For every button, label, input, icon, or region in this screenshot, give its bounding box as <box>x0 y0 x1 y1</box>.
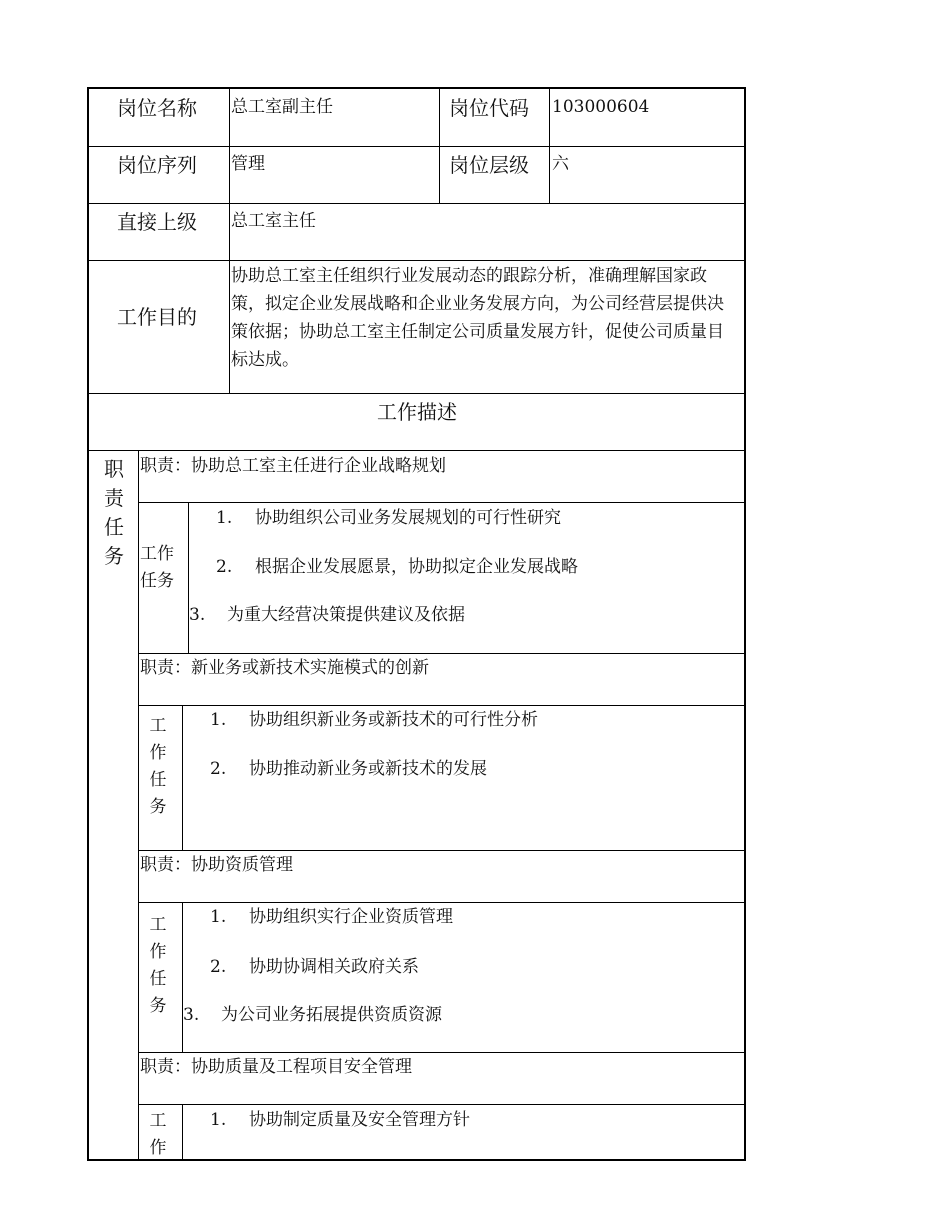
row-divider <box>88 260 746 261</box>
position-code-label: 岗位代码 <box>449 96 529 120</box>
col-divider <box>182 1104 183 1161</box>
task-number: 2. <box>210 957 227 977</box>
task-number: 1. <box>210 710 227 730</box>
task-item: 协助组织新业务或新技术的可行性分析 <box>249 710 538 730</box>
objective-value: 协助总工室主任组织行业发展动态的跟踪分析，准确理解国家政策，拟定企业发展战略和企业业务发展方向，为公司经营层提供决策依据；协助总工室主任制定公司质量发展方针，促使公司质量目标达成。 <box>231 266 724 370</box>
duties-label: 职责任务 <box>104 457 124 568</box>
row-divider <box>88 393 746 394</box>
position-sequence-value: 管理 <box>231 154 265 174</box>
task-number: 1. <box>210 1110 227 1130</box>
col-divider <box>549 88 550 204</box>
responsibility-title: 职责：协助质量及工程项目安全管理 <box>140 1057 412 1077</box>
position-level-label: 岗位层级 <box>449 153 529 177</box>
responsibility-title: 职责：新业务或新技术实施模式的创新 <box>140 658 429 678</box>
position-code-value: 103000604 <box>552 97 650 117</box>
row-divider <box>139 1104 746 1105</box>
col-divider <box>188 502 189 654</box>
task-item: 协助组织实行企业资质管理 <box>249 907 453 927</box>
task-number: 1. <box>216 508 233 528</box>
task-number: 2. <box>216 557 233 577</box>
row-divider <box>139 502 746 503</box>
position-level-value: 六 <box>552 154 569 174</box>
row-divider <box>139 850 746 851</box>
task-number: 3. <box>183 1005 200 1025</box>
row-divider <box>139 705 746 706</box>
col-divider <box>182 705 183 851</box>
row-divider <box>88 146 746 147</box>
task-label: 工作任务 <box>149 915 167 1016</box>
row-divider <box>88 450 746 451</box>
row-divider <box>139 902 746 903</box>
task-number: 1. <box>210 907 227 927</box>
row-divider <box>139 653 746 654</box>
task-item: 协助协调相关政府关系 <box>249 957 419 977</box>
task-item: 为公司业务拓展提供资质资源 <box>221 1005 442 1025</box>
objective-label: 工作目的 <box>117 305 197 329</box>
responsibility-title: 职责：协助资质管理 <box>140 855 293 875</box>
task-item: 协助制定质量及安全管理方针 <box>249 1110 470 1130</box>
task-label: 工作任务 <box>140 544 174 591</box>
row-divider <box>88 203 746 204</box>
task-label: 工作 <box>149 1111 167 1158</box>
col-divider <box>182 902 183 1053</box>
row-divider <box>139 1052 746 1053</box>
task-item: 为重大经营决策提供建议及依据 <box>227 605 465 625</box>
superior-value: 总工室主任 <box>231 211 316 231</box>
col-divider <box>229 88 230 394</box>
task-number: 3. <box>189 605 206 625</box>
superior-label: 直接上级 <box>117 210 197 234</box>
description-title: 工作描述 <box>377 400 457 424</box>
position-name-label: 岗位名称 <box>117 96 197 120</box>
task-item: 根据企业发展愿景，协助拟定企业发展战略 <box>255 557 578 577</box>
task-item: 协助推动新业务或新技术的发展 <box>249 759 487 779</box>
position-name-value: 总工室副主任 <box>231 97 333 117</box>
task-item: 协助组织公司业务发展规划的可行性研究 <box>255 508 561 528</box>
task-label: 工作任务 <box>149 716 167 817</box>
task-number: 2. <box>210 759 227 779</box>
position-sequence-label: 岗位序列 <box>117 153 197 177</box>
responsibility-title: 职责：协助总工室主任进行企业战略规划 <box>140 456 446 476</box>
col-divider <box>439 88 440 204</box>
col-divider <box>138 450 139 1161</box>
